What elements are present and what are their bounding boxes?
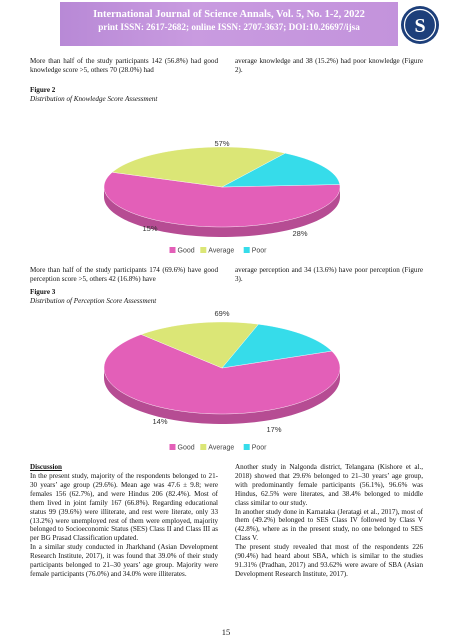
figure-2-caption: Distribution of Knowledge Score Assessment [30, 94, 158, 103]
paragraph-right: average knowledge and 38 (15.2%) had poor knowledge (Figure 2). [235, 57, 423, 74]
figure-3-caption: Distribution of Perception Score Assessment [30, 296, 157, 305]
data-label-average: 17% [266, 425, 282, 434]
journal-logo-icon [398, 4, 442, 46]
journal-issn: print ISSN: 2617-2682; online ISSN: 2707-3637; DOI:10.26697/ijsa [98, 22, 360, 32]
page-number: 15 [221, 627, 231, 637]
data-label-good: 69% [214, 309, 230, 318]
discussion-heading: Discussion [30, 463, 62, 471]
journal-header [60, 2, 398, 46]
legend-swatch-average [200, 247, 206, 253]
legend-label-average: Average [208, 247, 235, 255]
knowledge-pie-chart [62, 140, 392, 260]
paragraph-left-2: More than half of the study participants 174 (69.6%) have good perception score >5, others 42 (16.8%) have [30, 266, 218, 283]
discussion-right: Another study in Nalgonda district, Telangana (Kishore et al., 2018) showed that 29.6% belonged to 21–30 years’ age group, with predominantly female participants (56.1%), 96.6% was Hindus, 62.5% were literates, and 38.4% belonged to middle class similar to our study. In another study done in Karnataka (Jeratagi et al., 2017), most of them (49.2%) belonged to SES Class IV followed by Class V (42.8%), where as in the present study, no one belonged to SES Class V. The present study revealed that most of the respondents 226 (90.4%) had heard about SBA, which is similar to the studies 91.31% (Pradhan, 2017) and 93.62% were aware of SBA (Asian Development Research Institute, 2017). [235, 463, 423, 578]
paragraph-right-2: average perception and 34 (13.6%) have poor perception (Figure 3). [235, 266, 423, 283]
logo-letter: S [414, 15, 426, 37]
perception-pie-chart [62, 306, 392, 456]
data-label-poor: 14% [152, 417, 168, 426]
legend-swatch-good [170, 247, 176, 253]
legend-swatch-good [170, 444, 176, 450]
data-label-poor: 15% [142, 224, 158, 233]
legend-label-poor: Poor [251, 247, 267, 255]
legend-label-good: Good [177, 444, 195, 452]
paragraph-left: More than half of the study participants 142 (56.8%) had good knowledge score >5, others 70 (28.0%) had [30, 57, 218, 74]
figure-2-label: Figure 2 [30, 86, 56, 94]
legend-swatch-poor [244, 444, 250, 450]
legend-swatch-average [200, 444, 206, 450]
legend-swatch-poor [244, 247, 250, 253]
legend-label-poor: Poor [251, 444, 267, 452]
legend-label-good: Good [177, 247, 195, 255]
journal-title: International Journal of Science Annals, Vol. 5, No. 1-2, 2022 [93, 9, 365, 20]
figure-3-label: Figure 3 [30, 288, 56, 296]
data-label-average: 28% [292, 229, 308, 238]
data-label-good: 57% [214, 140, 230, 148]
discussion-left: In the present study, majority of the respondents belonged to 21-30 years’ age group (29.6%). Mean age was 47.6 ± 9.8; were females 156 (62.7%), and were Hindus 206 (82.4%). Most of them lived in joint family 167 (66.8%). Regarding educational status 99 (39.6%) were illiterate, and rest were literate, only 33 (13.2%) were unemployed rest of them were employed, majority belonged to Socioeconomic Status (SES) Class II and Class III as per BG Prasad Classification updated. In a similar study conducted in Jharkhand (Asian Development Research Institute, 2017), it was found that 39.0% of their study participants belonged to 21–30 years’ age group. Majority were female participants (76.0%) and 34.0% were illiterates. [30, 472, 218, 578]
legend-label-average: Average [208, 444, 235, 452]
